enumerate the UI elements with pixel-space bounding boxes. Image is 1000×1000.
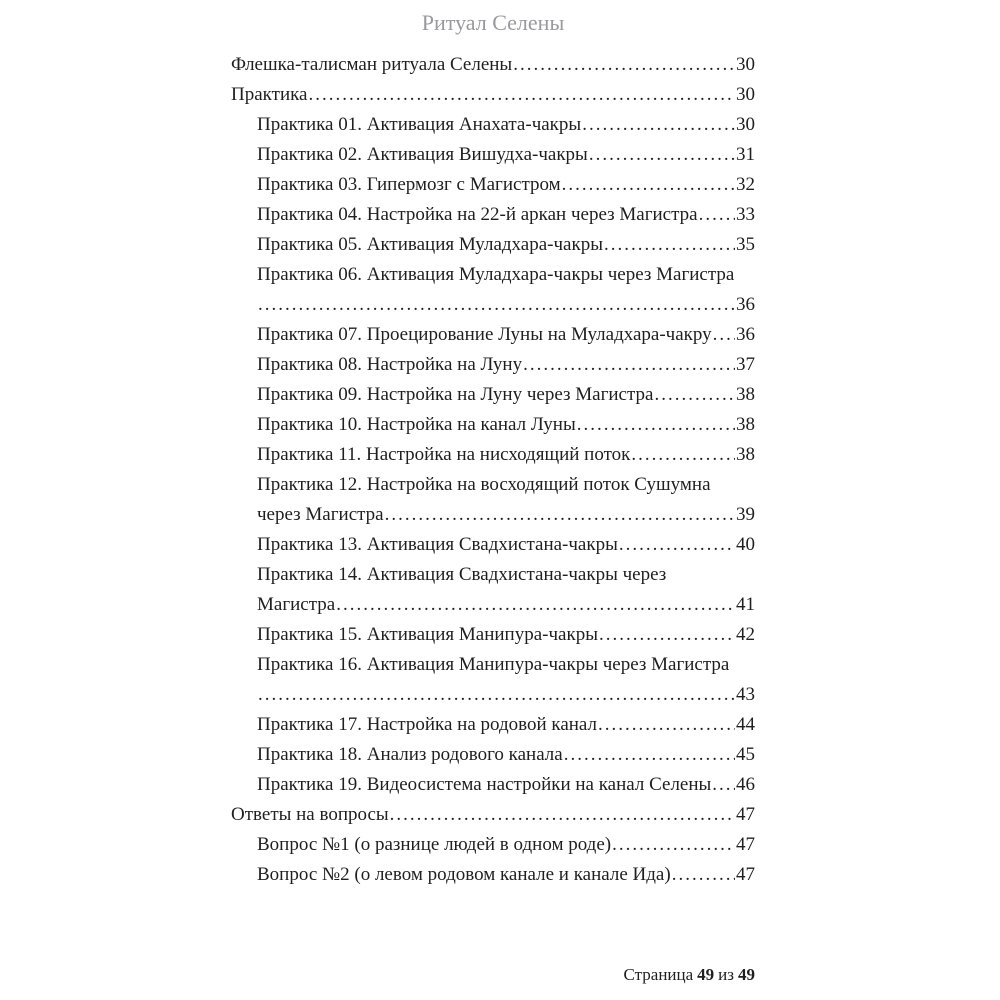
- footer-separator: из: [718, 965, 734, 984]
- page-content: [231, 10, 755, 890]
- toc-entry-line: [231, 590, 755, 620]
- toc-entry-text: Практика: [231, 84, 308, 105]
- toc-leader-dots: [582, 110, 735, 140]
- toc-entry-text: Практика 11. Настройка на нисходящий поток: [257, 444, 631, 465]
- toc-entry-line: [231, 50, 755, 80]
- toc-entry-line: [231, 200, 755, 230]
- page-footer: [624, 965, 755, 985]
- toc-entry-line: [231, 560, 755, 590]
- toc-entry: [231, 770, 755, 800]
- toc-leader-dots: [390, 800, 735, 830]
- toc-entry-text: Практика 05. Активация Муладхара-чакры: [257, 234, 603, 255]
- toc-leader-dots: [258, 680, 735, 710]
- toc-leader-dots: [523, 350, 735, 380]
- toc-page-number: 45: [736, 744, 755, 765]
- toc-entry: [231, 110, 755, 140]
- toc-page-number: 37: [736, 354, 755, 375]
- toc-entry: [231, 620, 755, 650]
- footer-label: Страница: [623, 965, 694, 984]
- toc-page-number: 42: [736, 624, 755, 645]
- toc-page-number: 47: [736, 834, 755, 855]
- toc-leader-dots: [258, 290, 735, 320]
- toc-leader-dots: [589, 140, 735, 170]
- toc-leader-dots: [631, 440, 735, 470]
- toc-page-number: 30: [736, 114, 755, 135]
- toc-page-number: 43: [736, 684, 755, 705]
- toc-entry: [231, 80, 755, 110]
- toc-leader-dots: [672, 860, 735, 890]
- toc-entry: [231, 440, 755, 470]
- toc-entry: [231, 830, 755, 860]
- footer-page-total: 49: [738, 965, 755, 984]
- toc-leader-dots: [564, 740, 735, 770]
- toc-page-number: 31: [736, 144, 755, 165]
- toc-entry: [231, 170, 755, 200]
- toc-entry-text: Практика 14. Активация Свадхистана-чакры через: [257, 564, 667, 585]
- toc-page-number: 38: [736, 384, 755, 405]
- toc-entry-text: Практика 02. Активация Вишудха-чакры: [257, 144, 588, 165]
- toc-entry-text: Практика 12. Настройка на восходящий поток Сушумна: [257, 474, 711, 495]
- toc-leader-dots: [577, 410, 735, 440]
- toc-entry: [231, 50, 755, 80]
- toc-leader-dots: [308, 80, 735, 110]
- toc-entry-text: Практика 10. Настройка на канал Луны: [257, 414, 576, 435]
- toc-page-number: 44: [736, 714, 755, 735]
- toc-entry-line: [231, 800, 755, 830]
- toc-entry-text: Практика 19. Видеосистема настройки на канал Селены: [257, 774, 712, 795]
- toc-entry-line: [231, 830, 755, 860]
- toc-entry-text: Практика 09. Настройка на Луну через Магистра: [257, 384, 654, 405]
- toc-entry-text: Практика 18. Анализ родового канала: [257, 744, 563, 765]
- toc-entry: [231, 740, 755, 770]
- toc-leader-dots: [599, 620, 735, 650]
- toc-entry-line: [231, 170, 755, 200]
- toc-entry-line: [231, 500, 755, 530]
- toc-entry-text: Вопрос №2 (о левом родовом канале и канале Ида): [257, 864, 671, 885]
- toc-entry: [231, 380, 755, 410]
- toc-entry: [231, 200, 755, 230]
- toc-entry-text: Практика 06. Активация Муладхара-чакры через Магистра: [257, 264, 735, 285]
- toc-leader-dots: [385, 500, 735, 530]
- toc-entry-text: Практика 17. Настройка на родовой канал: [257, 714, 598, 735]
- toc-leader-dots: [513, 50, 735, 80]
- toc-entry-text: Практика 16. Активация Манипура-чакры через Магистра: [257, 654, 730, 675]
- toc-leader-dots: [336, 590, 735, 620]
- toc-page-number: 39: [736, 504, 755, 525]
- toc-entry-line: [231, 620, 755, 650]
- toc-entry: [231, 140, 755, 170]
- toc-entry-text: Практика 04. Настройка на 22-й аркан через Магистра: [257, 204, 698, 225]
- toc-entry-line: [231, 860, 755, 890]
- toc-page-number: 30: [736, 84, 755, 105]
- toc-leader-dots: [598, 710, 735, 740]
- toc-page-number: 38: [736, 414, 755, 435]
- toc-page-number: 38: [736, 444, 755, 465]
- toc-page-number: 47: [736, 864, 755, 885]
- toc-leader-dots: [562, 170, 735, 200]
- toc-entry-text: Практика 13. Активация Свадхистана-чакры: [257, 534, 618, 555]
- toc-entry: [231, 650, 755, 710]
- toc-entry-line: [231, 470, 755, 500]
- toc-entry-text: Ответы на вопросы: [231, 804, 389, 825]
- toc-entry-text: Практика 08. Настройка на Луну: [257, 354, 523, 375]
- toc-leader-dots: [612, 830, 735, 860]
- toc-leader-dots: [619, 530, 735, 560]
- toc-entry-text: Практика 15. Активация Манипура-чакры: [257, 624, 598, 645]
- toc-entry-line: [231, 410, 755, 440]
- toc-entry-line: [231, 530, 755, 560]
- toc-page-number: 41: [736, 594, 755, 615]
- toc-entry: [231, 260, 755, 320]
- toc-entry-line: [231, 80, 755, 110]
- toc-entry-text: Флешка-талисман ритуала Селены: [231, 54, 513, 75]
- toc-entry-line: [231, 740, 755, 770]
- toc-leader-dots: [699, 200, 735, 230]
- toc-entry-text: Магистра: [257, 594, 336, 615]
- toc-entry-text: Практика 03. Гипермозг с Магистром: [257, 174, 561, 195]
- toc-entry-line: [231, 260, 755, 290]
- toc-entry: [231, 230, 755, 260]
- toc-page-number: 33: [736, 204, 755, 225]
- toc-entry-line: [231, 710, 755, 740]
- toc-entry-line: [231, 350, 755, 380]
- toc-entry: [231, 350, 755, 380]
- toc-entry-line: [231, 320, 755, 350]
- toc-page-number: 30: [736, 54, 755, 75]
- toc-page-number: 46: [736, 774, 755, 795]
- toc-entry: [231, 860, 755, 890]
- toc-entry-text: через Магистра: [257, 504, 384, 525]
- toc-entry: [231, 410, 755, 440]
- toc-entry-line: [231, 770, 755, 800]
- toc-entry-line: [231, 290, 755, 320]
- toc-entry: [231, 530, 755, 560]
- toc-page-number: 47: [736, 804, 755, 825]
- footer-page-current: 49: [697, 965, 715, 984]
- toc-entry-line: [231, 440, 755, 470]
- toc-entry: [231, 320, 755, 350]
- toc-leader-dots: [712, 770, 735, 800]
- toc-entry-line: [231, 680, 755, 710]
- toc-page-number: 32: [736, 174, 755, 195]
- toc-entry-text: Вопрос №1 (о разнице людей в одном роде): [257, 834, 612, 855]
- table-of-contents: [231, 50, 755, 890]
- toc-entry-text: Практика 01. Активация Анахата-чакры: [257, 114, 582, 135]
- toc-leader-dots: [654, 380, 735, 410]
- toc-leader-dots: [604, 230, 735, 260]
- toc-entry-line: [231, 230, 755, 260]
- toc-page-number: 40: [736, 534, 755, 555]
- toc-entry-line: [231, 380, 755, 410]
- page-header-title: Ритуал Селены: [421, 10, 565, 35]
- toc-entry: [231, 800, 755, 830]
- toc-entry-line: [231, 140, 755, 170]
- toc-page-number: 35: [736, 234, 755, 255]
- toc-leader-dots: [713, 320, 735, 350]
- toc-entry: [231, 470, 755, 530]
- toc-entry-line: [231, 110, 755, 140]
- toc-page-number: 36: [736, 294, 755, 315]
- toc-entry: [231, 710, 755, 740]
- toc-entry: [231, 560, 755, 620]
- toc-page-number: 36: [736, 324, 755, 345]
- toc-entry-text: Практика 07. Проецирование Луны на Муладхара-чакру: [257, 324, 712, 345]
- toc-entry-line: [231, 650, 755, 680]
